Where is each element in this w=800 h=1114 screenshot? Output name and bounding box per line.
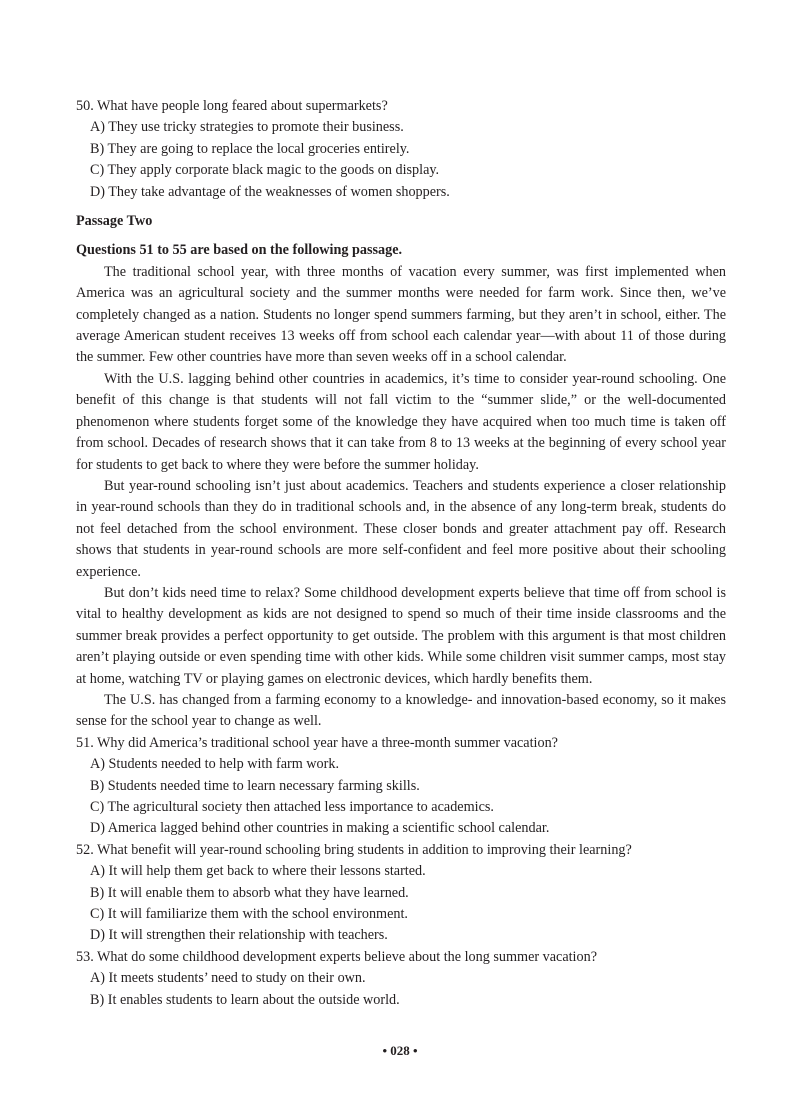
question-51-option-c: C) The agricultural society then attached less importance to academics. <box>90 799 494 815</box>
question-51-option-a: A) Students needed to help with farm work. <box>90 756 340 773</box>
passage-title: Passage Two <box>76 213 153 230</box>
passage-intro: Questions 51 to 55 are based on the following passage. <box>76 242 403 259</box>
passage-paragraph: But year-round schooling isn’t just about academics. Teachers and students experience a closer relationship in year-round schools than they do in traditional schools and, in the absence of any long-term break, students do not feel detached from the school environment. These closer bonds and greater attachment pay off. Research shows that students in year-round schools are more self-confident and feel more positive about their schooling experience. <box>76 477 726 580</box>
question-52-option-d: D) It will strengthen their relationship with teachers. <box>90 927 388 944</box>
passage-paragraph: The traditional school year, with three months of vacation every summer, was first implemented when America was an agricultural society and the summer months were needed for farm work. Since then, we’ve completely changed as a nation. Students no longer spend summers farming, but they aren’t in school, either. The average American student receives 13 weeks off from school each calendar year—with about 11 of those during the summer. Few other countries have more than seven weeks off in a school calendar. <box>76 263 726 366</box>
question-50 <box>76 96 726 203</box>
question-52-option-b: B) It will enable them to absorb what they have learned. <box>90 884 409 901</box>
question-53 <box>76 947 726 1011</box>
page-number: • 028 • <box>382 1043 418 1058</box>
question-53-option-b: B) It enables students to learn about the outside world. <box>90 991 400 1008</box>
question-50-option-a: A) They use tricky strategies to promote their business. <box>90 119 404 136</box>
document-page <box>76 96 726 1011</box>
question-50-option-c: C) They apply corporate black magic to the goods on display. <box>90 162 440 179</box>
question-51-option-d: D) America lagged behind other countries in making a scientific school calendar. <box>90 820 550 837</box>
passage-body <box>76 262 726 733</box>
question-52 <box>76 840 726 947</box>
passage-paragraph: The U.S. has changed from a farming economy to a knowledge- and innovation-based economy, so it makes sense for the school year to change as well. <box>76 691 726 730</box>
passage-paragraph: With the U.S. lagging behind other countries in academics, it’s time to consider year-round schooling. One benefit of this change is that students will not fall victim to the “summer slide,” or the well-documented phenomenon where students forget some of the knowledge they have acquired when too much time is taken off from school. Decades of research shows that it can take from 8 to 13 weeks at the beginning of every school year for students to get back to where they were before the summer holiday. <box>76 370 726 473</box>
question-51-text: 51. Why did America’s traditional school year have a three-month summer vacation? <box>76 734 558 751</box>
question-53-option-a: A) It meets students’ need to study on their own. <box>90 970 366 987</box>
passage-paragraph: But don’t kids need time to relax? Some childhood development experts believe that time off from school is vital to healthy development as kids are not designed to spend so much of their time inside classrooms and the summer break provides a perfect opportunity to get outside. The problem with this argument is that most children aren’t playing outside or even spending time with other kids. While some children visit summer camps, most stay at home, watching TV or playing games on electronic devices, which hardly benefits them. <box>76 584 726 687</box>
question-50-text: 50. What have people long feared about supermarkets? <box>76 98 388 114</box>
question-53-text: 53. What do some childhood development experts believe about the long summer vacation? <box>76 948 597 965</box>
question-51-option-b: B) Students needed time to learn necessary farming skills. <box>90 777 420 794</box>
question-51 <box>76 733 726 840</box>
question-50-option-b: B) They are going to replace the local groceries entirely. <box>90 140 410 157</box>
question-50-option-d: D) They take advantage of the weaknesses of women shoppers. <box>90 183 450 200</box>
question-52-option-a: A) It will help them get back to where their lessons started. <box>90 863 426 880</box>
question-52-text: 52. What benefit will year-round schooling bring students in addition to improving their learning? <box>76 841 632 858</box>
question-52-option-c: C) It will familiarize them with the school environment. <box>90 906 408 923</box>
